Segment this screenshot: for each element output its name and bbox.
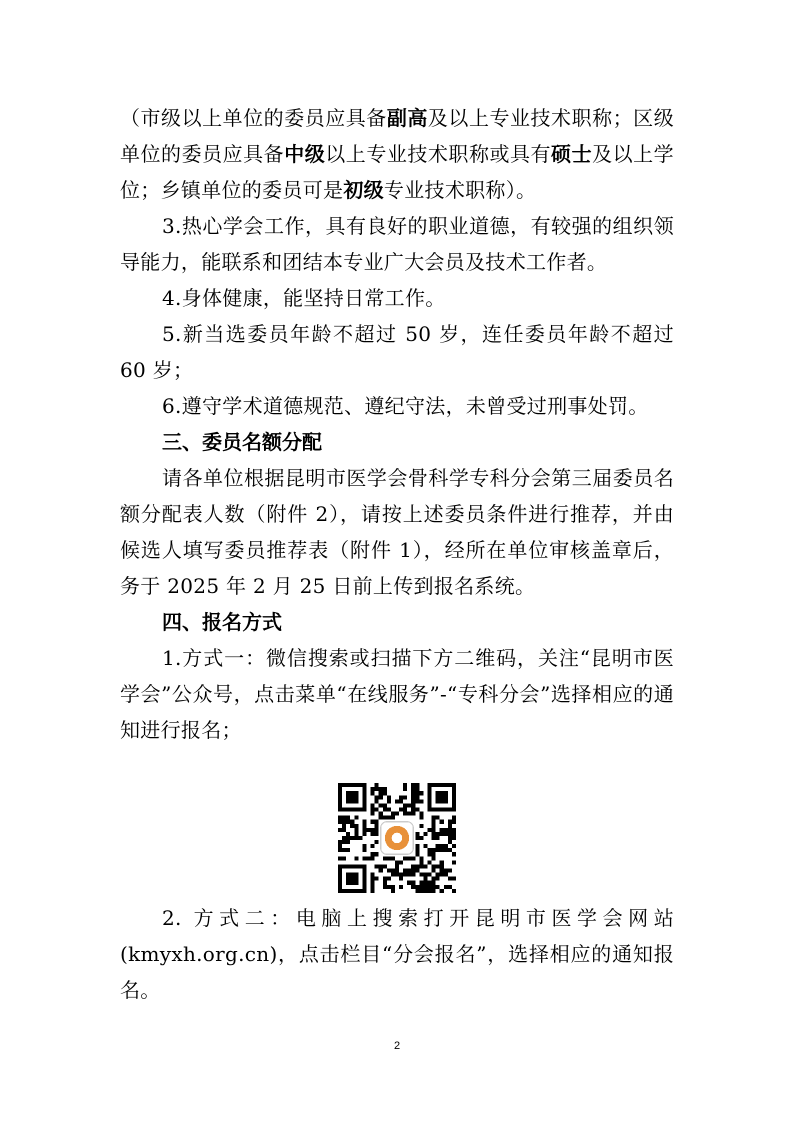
section-3-body: 请各单位根据昆明市医学会骨科学专科分会第三届委员名额分配表人数（附件 2），请按上述委员条件进行推荐，并由候选人填写委员推荐表（附件 1），经所在单位审核盖章后，务于 2025 年 2 月 25 日前上传到报名系统。	[120, 466, 674, 598]
list-item-3: 3.热心学会工作，具有良好的职业道德，有较强的组织领导能力，能联系和团结本专业广大会员及技术工作者。	[120, 214, 674, 274]
qr-finder-pattern	[428, 783, 456, 811]
qr-finder-pattern	[338, 783, 366, 811]
section-heading-3: 三、委员名额分配	[162, 430, 322, 454]
text-block-bottom	[120, 900, 674, 1008]
list-item-6: 6.遵守学术道德规范、遵纪守法，未曾受过刑事处罚。	[162, 394, 649, 418]
bold-term-chuji: 初级	[343, 178, 384, 202]
page-number: 2	[393, 1040, 401, 1052]
qr-finder-pattern	[338, 864, 366, 892]
bold-term-shuoshi: 硕士	[551, 142, 593, 166]
text-block-top	[120, 100, 674, 748]
text-run: 以上专业技术职称或具有	[325, 142, 552, 166]
qr-code-icon[interactable]	[338, 783, 456, 893]
bold-term-zhongji: 中级	[284, 142, 326, 166]
text-run: 专业技术职称）。	[383, 178, 537, 202]
qr-code-image[interactable]	[338, 783, 456, 893]
qualification-paragraph	[120, 100, 674, 208]
bold-term-fugao: 副高	[386, 106, 428, 130]
text-run: 及以上学位；乡镇单位的委员可是	[120, 142, 674, 202]
method-2-paragraph: 2. 方式二：电脑上搜索打开昆明市医学会网站(kmyxh.org.cn)，点击栏目“分会报名”，选择相应的通知报名。	[120, 906, 674, 1002]
text-run: （市级以上单位的委员应具备	[120, 106, 387, 130]
method-1-paragraph: 1.方式一：微信搜索或扫描下方二维码，关注“昆明市医学会”公众号，点击菜单“在线服务”-“专科分会”选择相应的通知进行报名；	[120, 646, 674, 742]
list-item-4: 4.身体健康，能坚持日常工作。	[162, 286, 446, 310]
association-logo-icon	[381, 822, 414, 855]
list-item-5: 5.新当选委员年龄不超过 50 岁，连任委员年龄不超过 60 岁；	[120, 322, 674, 382]
section-heading-4: 四、报名方式	[162, 610, 282, 634]
text-run: 及以上专业技术职称；区级单位的委员应具备	[120, 106, 674, 166]
